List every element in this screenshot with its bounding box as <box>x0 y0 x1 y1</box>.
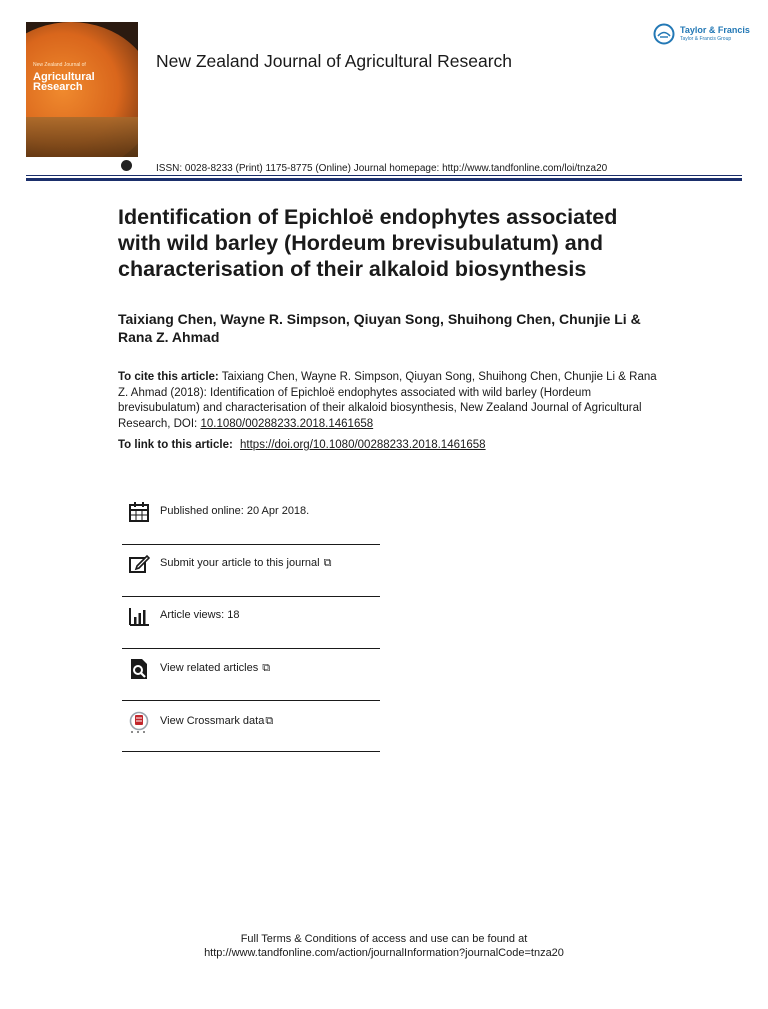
article-link-line <box>118 439 486 451</box>
crossmark-row[interactable] <box>122 711 380 763</box>
cover-title: Agricultural Research <box>33 71 95 93</box>
external-link-icon: ⧉ <box>323 557 332 569</box>
submit-article-row[interactable] <box>122 553 380 605</box>
info-divider <box>122 648 380 649</box>
info-divider <box>122 751 380 752</box>
info-divider <box>122 700 380 701</box>
doi-link[interactable]: 10.1080/00288233.2018.1461658 <box>200 417 374 430</box>
submit-article-link[interactable] <box>160 557 331 570</box>
terms-footer <box>0 932 768 960</box>
bar-chart-icon <box>128 605 150 627</box>
article-title <box>118 204 678 282</box>
crossmark-icon <box>128 711 150 733</box>
publisher-subname: Taylor & Francis Group <box>680 36 732 42</box>
article-views-text: Article views: 18 <box>160 609 240 621</box>
cover-footer-band <box>26 157 138 174</box>
footer-terms-link[interactable]: http://www.tandfonline.com/action/journalInformation?journalCode=tnza20 <box>204 947 564 959</box>
cover-kicker: New Zealand Journal of <box>33 62 86 68</box>
authors-line: Taixiang Chen, Wayne R. Simpson, Qiuyan Song, Shuihong Chen, Chunjie Li & <box>118 311 641 327</box>
header-rule-thin <box>26 175 742 176</box>
cite-text: Taixiang Chen, Wayne R. Simpson, Qiuyan Song, Shuihong Chen, Chunjie Li & Rana Z. Ahmad (2018): Identification of Epichloë endophytes associated with wild barley (Hordeum brevisubulatum) and characterisation of their alkaloid biosynthesis, New Zealand Journal of Agricultural Research, DOI: <box>118 371 657 430</box>
publisher-logo[interactable] <box>653 23 750 47</box>
issn-line: ISSN: 0028-8233 (Print) 1175-8775 (Online) Journal homepage: http://www.tandfonline.com/loi/tnza20 <box>156 163 608 174</box>
footer-line: Full Terms & Conditions of access and use can be found at <box>240 933 528 945</box>
article-title-line: with wild barley (Hordeum brevisubulatum) and <box>118 231 603 255</box>
edit-icon <box>128 553 150 575</box>
cover-field-graphic <box>26 117 138 157</box>
info-divider <box>122 544 380 545</box>
article-views-row <box>122 605 380 657</box>
related-articles-row[interactable] <box>122 658 380 710</box>
link-label: To link to this article: <box>118 439 233 451</box>
crossmark-link[interactable] <box>160 715 273 728</box>
article-authors <box>118 310 678 346</box>
cite-label: To cite this article: <box>118 371 219 383</box>
calendar-icon <box>128 501 150 523</box>
journal-title: New Zealand Journal of Agricultural Research <box>156 51 513 71</box>
publisher-name: Taylor & Francis <box>680 25 750 35</box>
cover-publisher-logo <box>121 160 132 171</box>
header-rule <box>26 178 742 181</box>
article-title-line: characterisation of their alkaloid biosynthesis <box>118 257 587 281</box>
journal-cover-image <box>26 22 138 174</box>
article-title-line: Identification of Epichloë endophytes associated <box>118 205 618 229</box>
taylor-francis-icon <box>653 23 675 45</box>
document-search-icon <box>128 658 150 680</box>
external-link-icon: ⧉ <box>265 715 274 727</box>
submit-article-label: Submit your article to this journal <box>160 557 320 569</box>
info-divider <box>122 596 380 597</box>
external-link-icon: ⧉ <box>262 662 271 674</box>
citation-block <box>118 370 658 432</box>
published-online-text: Published online: 20 Apr 2018. <box>160 505 310 517</box>
related-articles-link[interactable] <box>160 662 270 675</box>
authors-line: Rana Z. Ahmad <box>118 329 220 345</box>
crossmark-label: View Crossmark data <box>160 715 265 727</box>
published-online-row <box>122 501 380 553</box>
article-url-link[interactable]: https://doi.org/10.1080/00288233.2018.1461658 <box>240 439 486 451</box>
related-articles-label: View related articles <box>160 662 259 674</box>
